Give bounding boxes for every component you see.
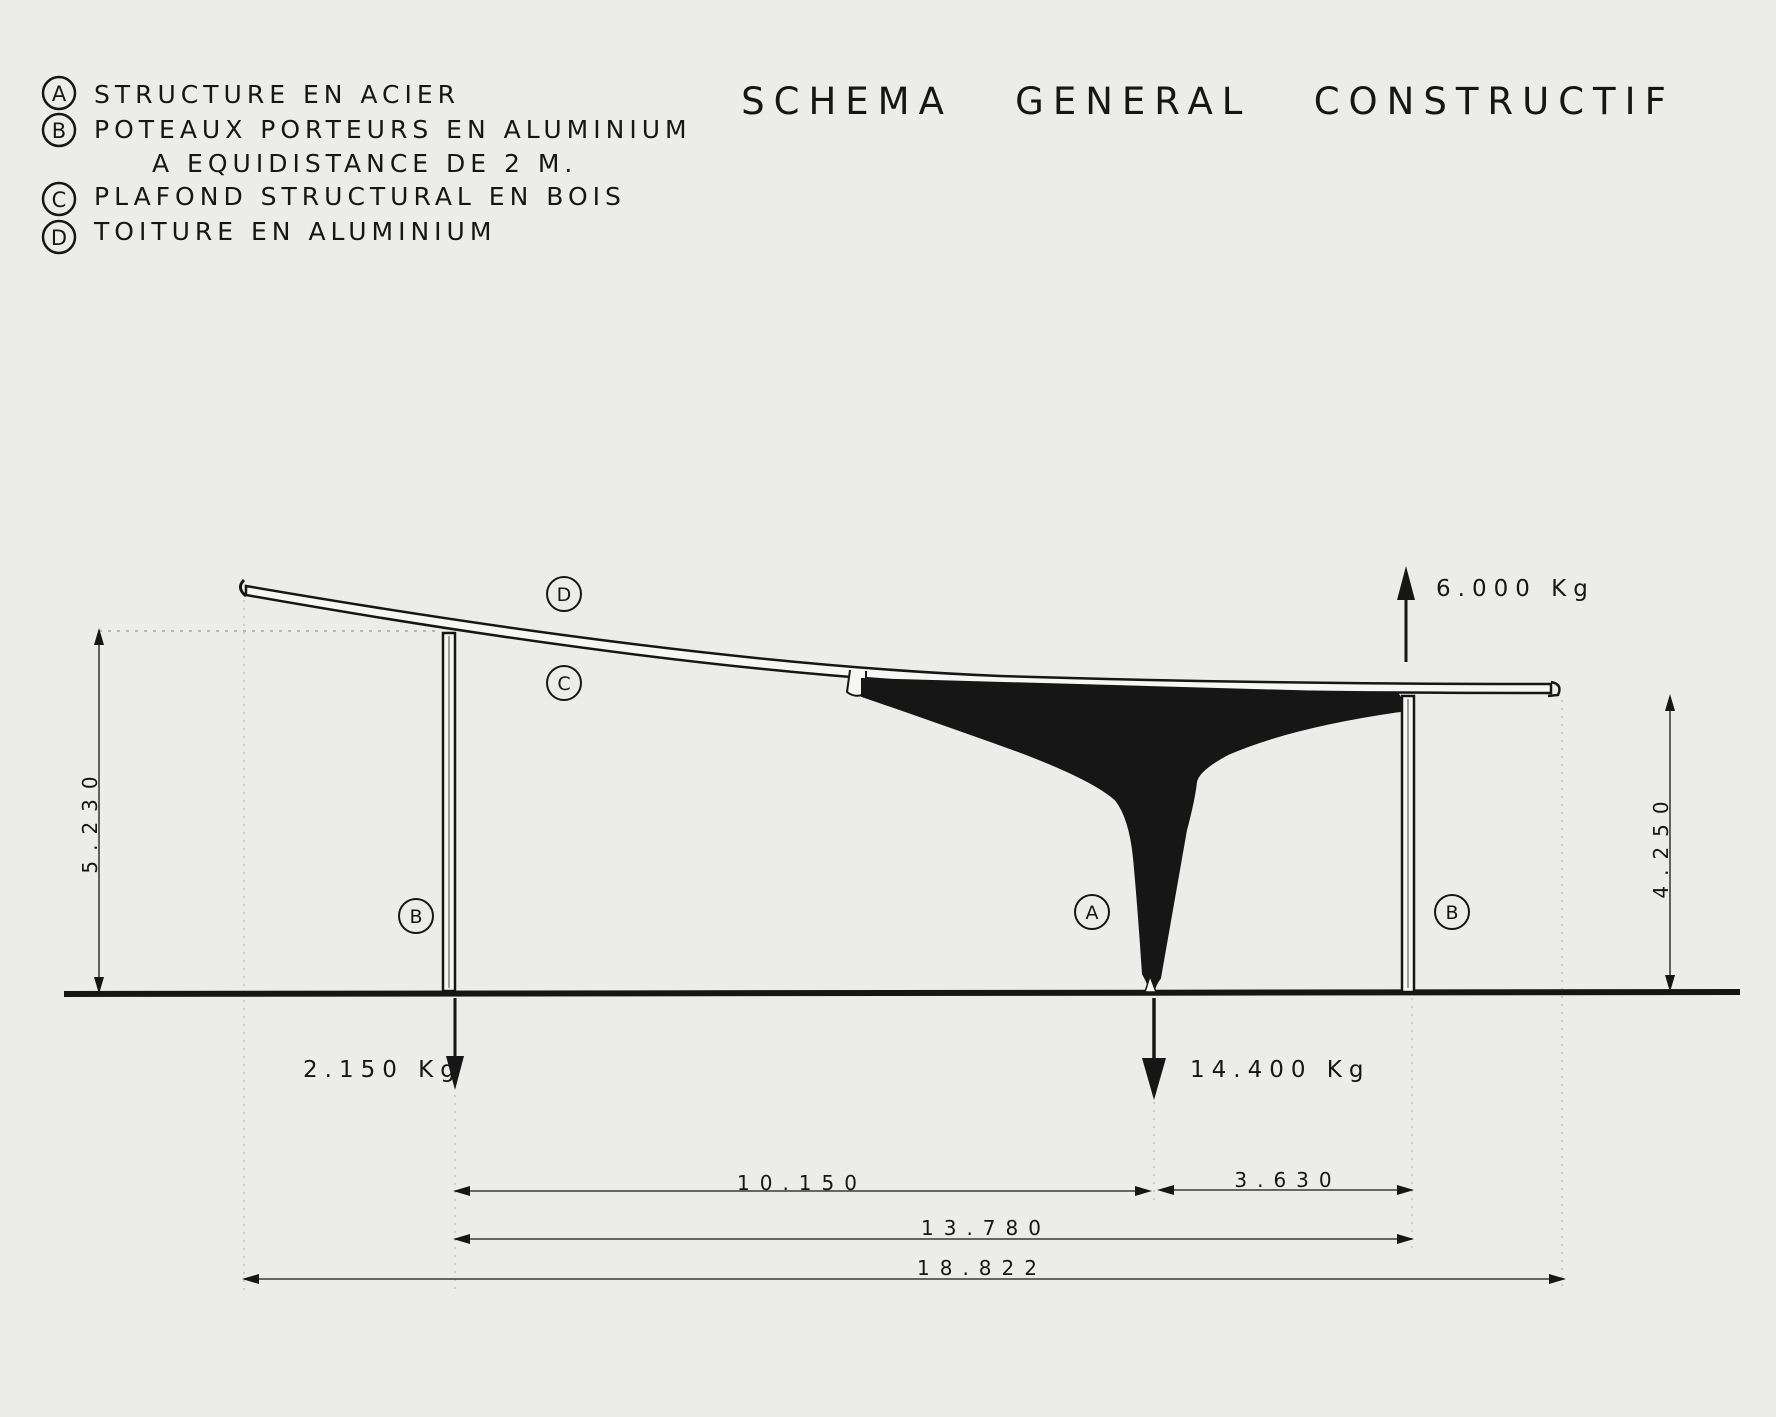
legend-item-b-continued [152, 149, 577, 178]
span-between-posts-label: 13.780 [921, 1216, 1051, 1240]
callout-roof [547, 577, 581, 611]
legend-badge-b-letter: B [51, 119, 67, 143]
steel-y-body [862, 679, 1407, 992]
span-left-segment-label: 10.150 [737, 1171, 867, 1195]
center-reaction-label: 14.400 Kg [1190, 1057, 1371, 1083]
legend-badge-d-letter: D [50, 226, 68, 250]
span-dimension-row-1 [453, 1168, 1414, 1196]
legend-item-d [43, 217, 496, 253]
span-between-posts-arrow-left [453, 1234, 470, 1244]
height-dimension-right [1649, 694, 1675, 992]
legend-item-c [43, 182, 626, 215]
span-left-segment-arrow-right [1135, 1186, 1152, 1196]
span-right-segment-label: 3.630 [1234, 1168, 1342, 1192]
right-post [1402, 696, 1414, 992]
load-left-reaction [303, 998, 464, 1090]
left-post [443, 633, 455, 991]
legend [43, 77, 692, 253]
uplift-load-label: 6.000 Kg [1436, 576, 1595, 602]
left-reaction-label: 2.150 Kg [303, 1057, 462, 1083]
height-right-label: 4.250 [1649, 791, 1673, 899]
span-overall-arrow-left [242, 1274, 259, 1284]
roof [240, 580, 1559, 696]
callout-right-post-letter: B [1445, 902, 1459, 924]
legend-text-b-continued: A EQUIDISTANCE DE 2 M. [152, 149, 578, 178]
callout-steel-letter: A [1085, 902, 1099, 924]
callout-left-post-letter: B [409, 906, 423, 928]
center-reaction-arrow-head [1142, 1058, 1166, 1100]
height-dimension-left [78, 628, 440, 994]
legend-text-b: POTEAUX PORTEURS EN ALUMINIUM [94, 115, 692, 144]
legend-badge-c-letter: C [51, 188, 67, 212]
span-dimension-row-3 [242, 1256, 1566, 1284]
legend-text-d: TOITURE EN ALUMINIUM [94, 217, 497, 246]
height-left-arrow-top [94, 628, 104, 645]
legend-text-c: PLAFOND STRUCTURAL EN BOIS [94, 182, 626, 211]
legend-badge-a-letter: A [51, 82, 67, 106]
drawing-title: SCHEMA GENERAL CONSTRUCTIF [741, 80, 1675, 123]
legend-item-b [43, 114, 692, 146]
load-uplift [1397, 566, 1595, 662]
height-right-arrow-top [1665, 694, 1675, 711]
legend-text-a: STRUCTURE EN ACIER [94, 80, 461, 109]
callout-roof-letter: D [556, 584, 572, 606]
legend-item-a [43, 77, 460, 109]
span-right-segment-arrow-left [1157, 1185, 1174, 1195]
steel-structure [862, 678, 1408, 992]
callout-ceiling-letter: C [557, 673, 571, 695]
callout-right-post [1435, 895, 1469, 929]
span-left-segment-arrow-left [453, 1186, 470, 1196]
ground-line [64, 992, 1740, 994]
span-overall-label: 18.822 [917, 1256, 1047, 1280]
callout-left-post [399, 899, 433, 933]
callout-steel-structure [1075, 895, 1109, 929]
span-between-posts-arrow-right [1397, 1234, 1414, 1244]
load-center-reaction [1142, 998, 1370, 1100]
uplift-arrow-head [1397, 566, 1415, 600]
span-right-segment-arrow-right [1397, 1185, 1414, 1195]
callout-ceiling [547, 666, 581, 700]
span-overall-arrow-right [1549, 1274, 1566, 1284]
height-left-label: 5.230 [78, 766, 102, 874]
span-dimension-row-2 [453, 1216, 1414, 1244]
